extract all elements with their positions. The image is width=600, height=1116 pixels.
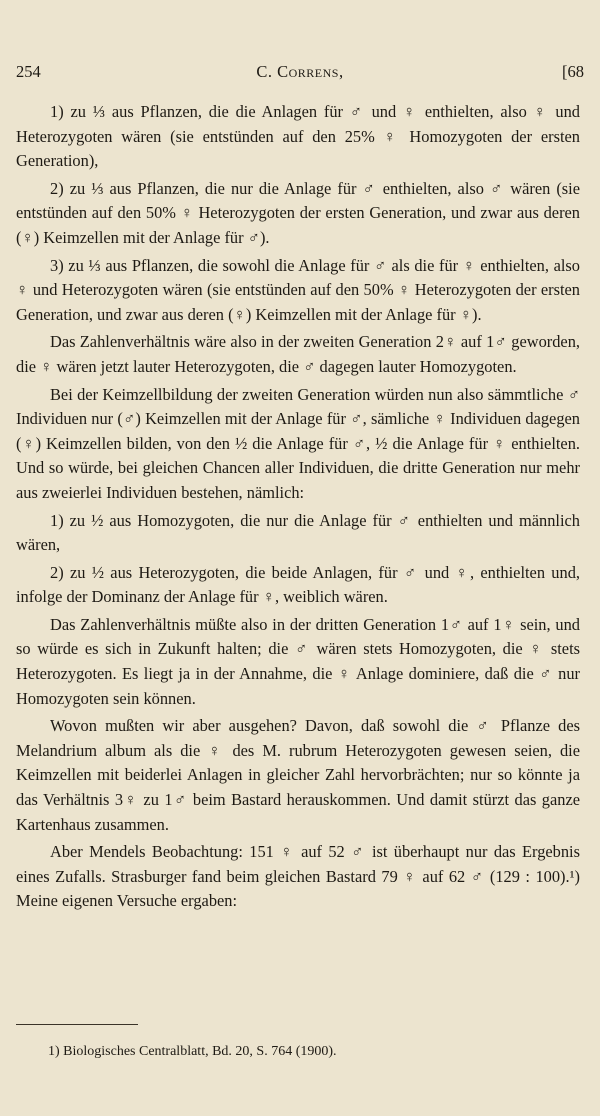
paragraph-item-third-2: 2) zu ½ aus Heterozygoten, die beide Anlagen, für ♂ und ♀, enthielten und, infolge der Dominanz der Anlage für ♀, weiblich wären.	[16, 562, 580, 607]
paragraph-wovon: Wovon mußten wir aber ausgehen? Davon, daß sowohl die ♂ Pflanze des Melandrium album als die ♀ des M. rubrum Heterozygoten gewesen seien, die Keimzellen mit beiderlei Anlagen in gleicher Zahl hervorbrächten; nur so könnte ja das Verhältnis 3♀ zu 1♂ beim Bastard herauskommen. Und damit stürzt das ganze Kartenhaus zusammen.	[16, 716, 580, 834]
paragraph-item-1: 1) zu ⅓ aus Pflanzen, die die Anlagen für ♂ und ♀ enthielten, also ♀ und Heterozygoten wären (sie entstünden auf den 25% ♀ Homozygoten der ersten Generation),	[16, 102, 580, 171]
paragraph-item-2: 2) zu ⅓ aus Pflanzen, die nur die Anlage für ♂ enthielten, also ♂ wären (sie entstünden auf den 50% ♀ Heterozygoten der ersten Generation, und zwar aus deren (♀) Keimzellen mit der Anlage für ♂).	[16, 178, 580, 247]
running-title: C. Correns,	[256, 62, 344, 81]
page-number: 254	[16, 62, 41, 81]
page-bracket: [68	[562, 62, 584, 81]
paragraph-item-3: 3) zu ⅓ aus Pflanzen, die sowohl die Anlage für ♂ als die für ♀ enthielten, also ♀ und Heterozygoten wären (sie entstünden auf den 50% ♀ Heterozygoten der ersten Generation, und zwar aus deren (♀) Keimzellen mit der Anlage für ♀).	[16, 255, 580, 324]
paragraph-germ-cells: Bei der Keimzellbildung der zweiten Generation würden nun also sämmtliche ♂ Individuen nur (♂) Keimzellen mit der Anlage für ♂, sämliche ♀ Individuen dagegen (♀) Keimzellen bilden, von den ½ die Anlage für ♂, ½ die Anlage für ♀ enthielten. Und so würde, bei gleichen Chancen aller Individuen, die dritte Generation nur mehr aus zweierlei Individuen bestehen, nämlich:	[16, 384, 580, 502]
body-text	[16, 100, 580, 914]
page-header	[16, 62, 584, 86]
paragraph-mendel: Aber Mendels Beobachtung: 151 ♀ auf 52 ♂ ist überhaupt nur das Ergebnis eines Zufalls. Strasburger fand beim gleichen Bastard 79 ♀ auf 62 ♂ (129 : 100).¹) Meine eigenen Versuche ergaben:	[16, 842, 580, 911]
paragraph-ratio-second-generation: Das Zahlenverhältnis wäre also in der zweiten Generation 2♀ auf 1♂ geworden, die ♀ wären jetzt lauter Heterozygoten, die ♂ dagegen lauter Homozygoten.	[16, 332, 580, 376]
paragraph-ratio-third-generation: Das Zahlenverhältnis müßte also in der dritten Generation 1♂ auf 1♀ sein, und so würde es sich in Zukunft halten; die ♂ wären stets Homozygoten, die ♀ stets Heterozygoten. Es liegt ja in der Annahme, die ♀ Anlage dominiere, daß die ♂ nur Homozygoten sein können.	[16, 614, 580, 708]
paragraph-item-third-1: 1) zu ½ aus Homozygoten, die nur die Anlage für ♂ enthielten und männlich wären,	[16, 510, 580, 555]
footnote: 1) Biologisches Centralblatt, Bd. 20, S. 764 (1900).	[48, 1044, 337, 1059]
footnote-divider	[16, 1024, 138, 1025]
